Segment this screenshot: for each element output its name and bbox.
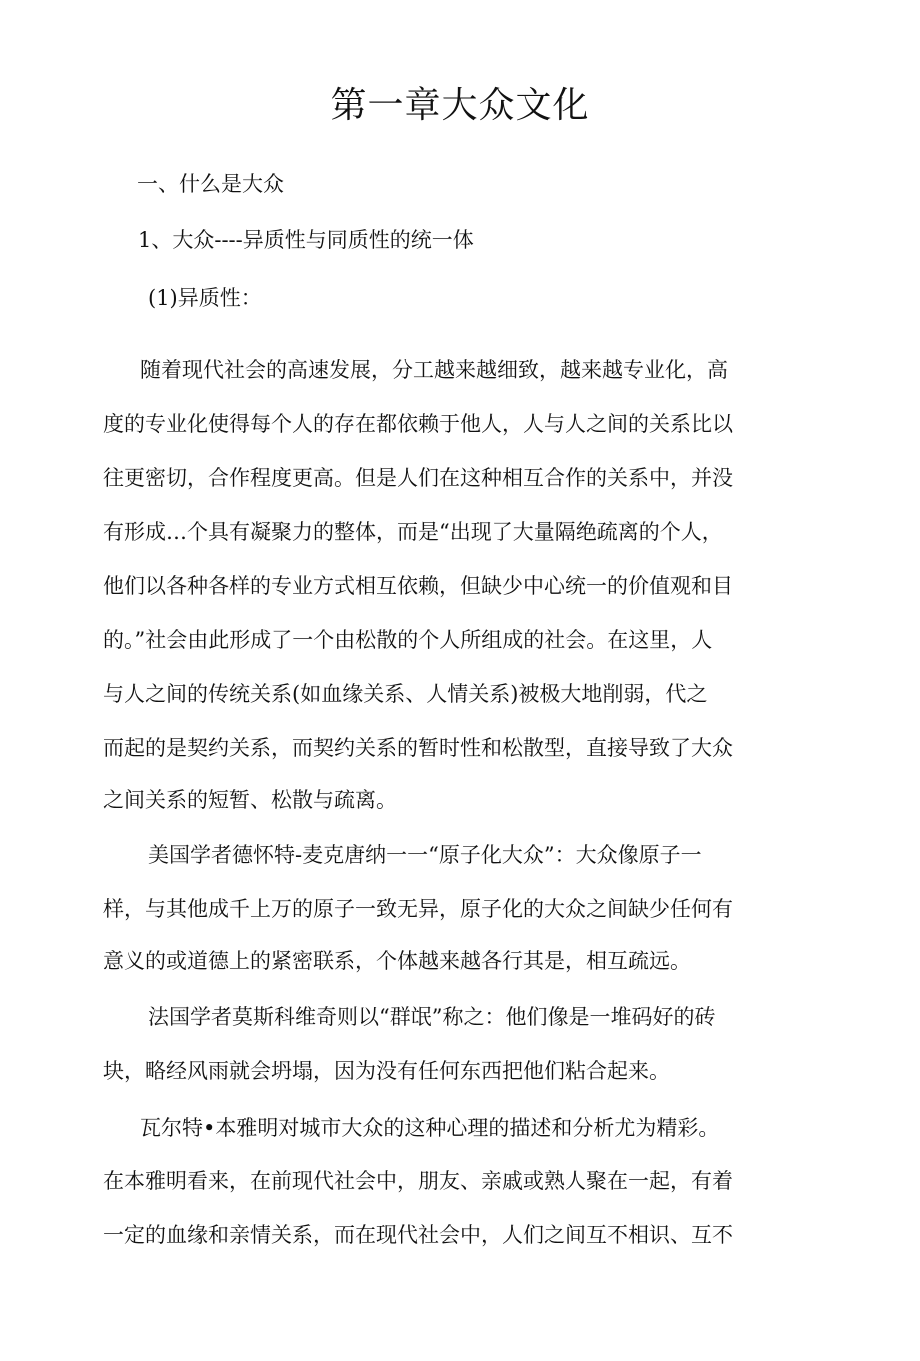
paragraph-line: 一定的血缘和亲情关系，而在现代社会中，人们之间互不相识、互不 [103,1223,733,1247]
paragraph-line: 在本雅明看来，在前现代社会中，朋友、亲戚或熟人聚在一起，有着 [103,1169,733,1193]
paragraph-line: 随着现代社会的高速发展，分工越来越细致，越来越专业化，高 [140,358,728,382]
paragraph-line: 而起的是契约关系，而契约关系的暂时性和松散型，直接导致了大众 [103,736,733,760]
paragraph-line: 块，略经风雨就会坍塌，因为没有任何东西把他们粘合起来。 [103,1059,670,1083]
paragraph-line: 与人之间的传统关系(如血缘关系、人情关系)被极大地削弱，代之 [103,682,708,706]
paragraph-line: 有形成…个具有凝聚力的整体，而是“出现了大量隔绝疏离的个人， [103,520,723,544]
paragraph-line: 度的专业化使得每个人的存在都依赖于他人，人与人之间的关系比以 [103,412,733,436]
paragraph-line: 意义的或道德上的紧密联系，个体越来越各行其是，相互疏远。 [103,949,691,973]
section-heading: 一、什么是大众 [137,172,284,196]
page-title: 第一章大众文化 [330,85,590,126]
paragraph-line: 瓦尔特•本雅明对城市大众的这种心理的描述和分析尤为精彩。 [140,1116,720,1140]
paragraph-line: 他们以各种各样的专业方式相互依赖，但缺少中心统一的价值观和目 [103,574,733,598]
paragraph-line: 往更密切，合作程度更高。但是人们在这种相互合作的关系中，并没 [103,466,733,490]
paragraph-line: 法国学者莫斯科维奇则以“群氓”称之：他们像是一堆码好的砖 [148,1005,716,1029]
paragraph-line: 的。”社会由此形成了一个由松散的个人所组成的社会。在这里，人 [103,628,713,652]
paragraph-line: 样，与其他成千上万的原子一致无异，原子化的大众之间缺少任何有 [103,897,733,921]
subsection-heading: 1、大众----异质性与同质性的统一体 [138,228,474,252]
sub-subsection-heading: (1)异质性： [148,286,262,310]
paragraph-line: 之间关系的短暂、松散与疏离。 [103,788,397,812]
paragraph-line: 美国学者德怀特-麦克唐纳一一“原子化大众”：大众像原子一 [148,843,702,867]
